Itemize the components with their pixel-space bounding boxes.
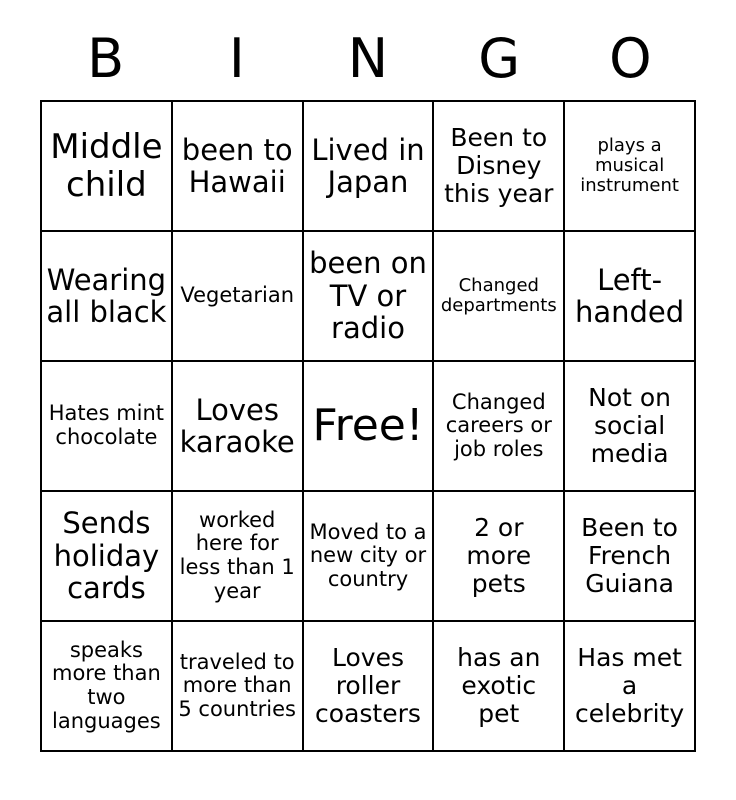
bingo-cell-text: Sends holiday cards [53,506,160,606]
header-letter-o: O [609,27,652,90]
bingo-cell[interactable] [565,102,696,232]
header-letter-i: I [228,27,245,90]
bingo-cell[interactable] [42,362,173,492]
bingo-cell-text: been on TV or radio [309,246,427,346]
bingo-cell[interactable] [434,102,565,232]
bingo-cell-text: Hates mint chocolate [48,401,165,449]
bingo-cell-text: Loves karaoke [179,392,295,459]
bingo-row [42,102,696,232]
bingo-cell[interactable] [42,102,173,232]
bingo-cell-text: 2 or more pets [466,513,532,598]
bingo-cell[interactable] [565,492,696,622]
bingo-cell[interactable] [42,232,173,362]
bingo-cell-text: speaks more than two languages [52,637,161,733]
bingo-cell-text: worked here for less than 1 year [179,507,295,603]
bingo-cell-text: traveled to more than 5 countries [178,649,296,721]
bingo-cell-free[interactable] [304,362,435,492]
bingo-cell[interactable] [565,362,696,492]
bingo-cell[interactable] [304,492,435,622]
bingo-grid [40,100,696,752]
bingo-header [40,28,696,90]
bingo-row [42,232,696,362]
bingo-cell-text: Changed careers or job roles [445,389,552,461]
bingo-cell-text: been to Hawaii [181,132,293,199]
bingo-cell-text: Lived in Japan [311,132,425,199]
bingo-cell-text: Has met a celebrity [575,643,685,728]
bingo-cell-text: Been to French Guiana [581,513,678,598]
bingo-cell[interactable] [565,232,696,362]
bingo-cell[interactable] [173,492,304,622]
header-letter-g: G [478,27,521,90]
header-letter-b: B [87,27,125,90]
bingo-row [42,492,696,622]
bingo-cell[interactable] [42,622,173,752]
bingo-cell-text: Changed departments [440,274,557,316]
bingo-cell-text: has an exotic pet [457,643,541,728]
bingo-cell[interactable] [434,362,565,492]
bingo-cell-text: Moved to a new city or country [309,519,427,591]
bingo-cell-text: Loves roller coasters [315,643,421,728]
bingo-cell[interactable] [304,232,435,362]
bingo-row [42,362,696,492]
bingo-row [42,622,696,752]
bingo-cell-text: Wearing all black [46,262,167,329]
bingo-cell[interactable] [173,232,304,362]
bingo-cell[interactable] [42,492,173,622]
bingo-cell[interactable] [434,232,565,362]
bingo-cell-text: Left-handed [574,262,685,329]
header-letter-n: N [347,27,389,90]
bingo-cell[interactable] [173,102,304,232]
bingo-cell-text: Not on social media [588,383,672,468]
bingo-cell[interactable] [434,492,565,622]
bingo-cell[interactable] [173,622,304,752]
bingo-cell[interactable] [173,362,304,492]
bingo-cell-text: Vegetarian [180,283,295,308]
bingo-cell[interactable] [304,622,435,752]
bingo-cell[interactable] [565,622,696,752]
bingo-cell-text: Middle child [50,126,163,205]
bingo-cell-text: Been to Disney this year [444,123,554,208]
bingo-cell[interactable] [434,622,565,752]
bingo-cell[interactable] [304,102,435,232]
bingo-cell-text: Free! [312,400,424,452]
bingo-cell-text: plays a musical instrument [580,134,679,197]
